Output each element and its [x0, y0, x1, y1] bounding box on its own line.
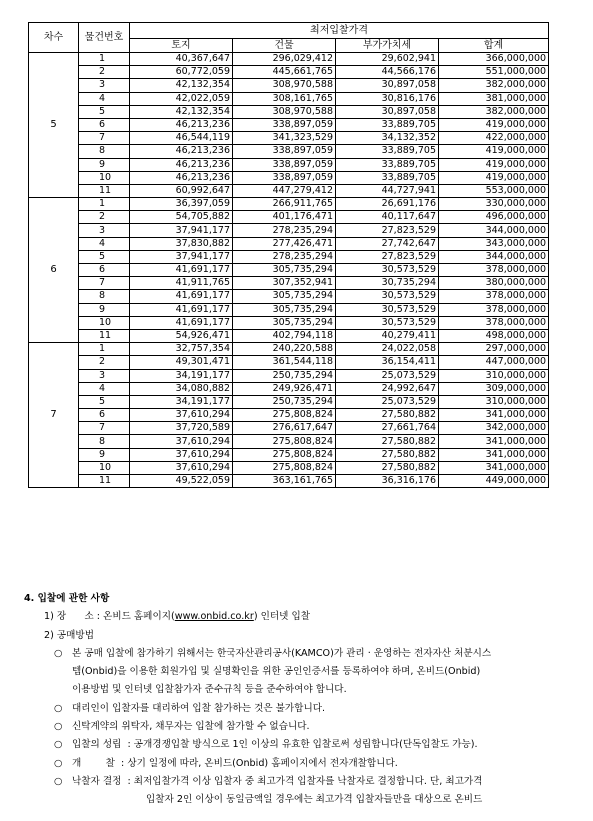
total-cell: 419,000,000 [439, 118, 549, 131]
total-cell: 449,000,000 [439, 475, 549, 488]
vat-cell: 25,073,529 [336, 395, 439, 408]
building-cell: 363,161,765 [233, 475, 336, 488]
item-no-cell: 9 [79, 448, 130, 461]
item-no-cell: 3 [79, 79, 130, 92]
item-no-cell: 2 [79, 211, 130, 224]
land-cell: 46,213,236 [130, 158, 233, 171]
total-cell: 378,000,000 [439, 303, 549, 316]
land-cell: 60,992,647 [130, 184, 233, 197]
total-cell: 419,000,000 [439, 171, 549, 184]
vat-cell: 24,022,058 [336, 343, 439, 356]
building-cell: 278,235,294 [233, 224, 336, 237]
table-row [29, 382, 549, 395]
bullet-icon: ○ [54, 721, 63, 733]
total-cell: 378,000,000 [439, 290, 549, 303]
item-no-cell: 6 [79, 264, 130, 277]
total-cell: 310,000,000 [439, 395, 549, 408]
building-cell: 305,735,294 [233, 264, 336, 277]
vat-cell: 24,992,647 [336, 382, 439, 395]
building-cell: 338,897,059 [233, 158, 336, 171]
total-cell: 382,000,000 [439, 105, 549, 118]
bullet-6-text: 낙찰자 결정 : 최저입찰가격 이상 입찰자 중 최고가격 입찰자를 낙찰자로 결정합니다. 단, 최고가격 [72, 775, 483, 787]
land-cell: 46,213,236 [130, 118, 233, 131]
item-no-cell: 4 [79, 382, 130, 395]
item-no-cell: 11 [79, 184, 130, 197]
table-row [29, 475, 549, 488]
building-cell: 249,926,471 [233, 382, 336, 395]
building-cell: 296,029,412 [233, 53, 336, 66]
item-no-cell: 5 [79, 105, 130, 118]
total-cell: 382,000,000 [439, 79, 549, 92]
table-row [29, 171, 549, 184]
land-cell: 37,720,589 [130, 422, 233, 435]
bullet-4 [24, 736, 584, 754]
bullet-6 [24, 773, 584, 791]
building-cell: 338,897,059 [233, 145, 336, 158]
item-no-cell: 2 [79, 66, 130, 79]
table-row [29, 53, 549, 66]
land-cell: 32,757,354 [130, 343, 233, 356]
total-cell: 309,000,000 [439, 382, 549, 395]
item-no-cell: 4 [79, 92, 130, 105]
building-cell: 305,735,294 [233, 303, 336, 316]
building-cell: 338,897,059 [233, 118, 336, 131]
total-cell: 422,000,000 [439, 132, 549, 145]
table-row [29, 79, 549, 92]
bullet-4-text: 입찰의 성립 : 공개경쟁입찰 방식으로 1인 이상의 유효한 입찰로써 성립합니다(단독입찰도 가능). [72, 739, 478, 751]
bullet-1 [24, 645, 584, 663]
building-cell: 278,235,294 [233, 250, 336, 263]
item-no-cell: 5 [79, 395, 130, 408]
land-cell: 49,522,059 [130, 475, 233, 488]
building-cell: 275,808,824 [233, 461, 336, 474]
total-cell: 551,000,000 [439, 66, 549, 79]
table-row [29, 211, 549, 224]
item-no-cell: 5 [79, 250, 130, 263]
vat-cell: 30,573,529 [336, 290, 439, 303]
land-cell: 37,941,177 [130, 224, 233, 237]
total-cell: 344,000,000 [439, 250, 549, 263]
vat-cell: 27,823,529 [336, 224, 439, 237]
item-no-cell: 1 [79, 343, 130, 356]
land-cell: 37,830,882 [130, 237, 233, 250]
header-vat: 부가가치세 [336, 39, 439, 53]
land-cell: 60,772,059 [130, 66, 233, 79]
total-cell: 553,000,000 [439, 184, 549, 197]
table-row [29, 118, 549, 131]
vat-cell: 33,889,705 [336, 158, 439, 171]
building-cell: 250,735,294 [233, 369, 336, 382]
table-row [29, 290, 549, 303]
building-cell: 338,897,059 [233, 171, 336, 184]
total-cell: 419,000,000 [439, 145, 549, 158]
table-row [29, 224, 549, 237]
header-round: 차수 [29, 23, 79, 53]
table-row [29, 316, 549, 329]
bullet-icon: ○ [54, 647, 63, 659]
vat-cell: 30,816,176 [336, 92, 439, 105]
item-no-cell: 1 [79, 53, 130, 66]
header-total: 합계 [439, 39, 549, 53]
item-no-cell: 3 [79, 369, 130, 382]
land-cell: 41,691,177 [130, 316, 233, 329]
place-suffix: ) 인터넷 입찰 [253, 611, 310, 623]
building-cell: 276,617,647 [233, 422, 336, 435]
table-row [29, 237, 549, 250]
land-cell: 37,610,294 [130, 435, 233, 448]
land-cell: 54,705,882 [130, 211, 233, 224]
vat-cell: 27,580,882 [336, 435, 439, 448]
building-cell: 305,735,294 [233, 316, 336, 329]
land-cell: 40,367,647 [130, 53, 233, 66]
table-row [29, 448, 549, 461]
total-cell: 310,000,000 [439, 369, 549, 382]
land-cell: 46,213,236 [130, 171, 233, 184]
total-cell: 343,000,000 [439, 237, 549, 250]
item-no-cell: 8 [79, 145, 130, 158]
total-cell: 498,000,000 [439, 329, 549, 342]
bullet-2 [24, 700, 584, 718]
item-no-cell: 1 [79, 198, 130, 211]
vat-cell: 30,573,529 [336, 303, 439, 316]
item-no-cell: 7 [79, 132, 130, 145]
item-no-cell: 10 [79, 461, 130, 474]
vat-cell: 34,132,352 [336, 132, 439, 145]
bullet-icon: ○ [54, 702, 63, 714]
vat-cell: 25,073,529 [336, 369, 439, 382]
building-cell: 361,544,118 [233, 356, 336, 369]
table-row [29, 303, 549, 316]
onbid-link[interactable]: www.onbid.co.kr [174, 611, 254, 623]
total-cell: 342,000,000 [439, 422, 549, 435]
item-no-cell: 3 [79, 224, 130, 237]
land-cell: 41,691,177 [130, 303, 233, 316]
vat-cell: 30,573,529 [336, 264, 439, 277]
total-cell: 341,000,000 [439, 461, 549, 474]
bullet-2-text: 대리인이 입찰자를 대리하여 입찰 참가하는 것은 불가합니다. [72, 702, 326, 714]
bullet-icon: ○ [54, 757, 63, 769]
bid-notes [24, 590, 584, 810]
item-no-cell: 4 [79, 237, 130, 250]
item-no-cell: 10 [79, 316, 130, 329]
bullet-1-cont-2: 이용방법 및 인터넷 입찰참가자 준수규칙 등을 준수하여야 합니다. [72, 684, 347, 696]
item-no-cell: 8 [79, 435, 130, 448]
total-cell: 366,000,000 [439, 53, 549, 66]
building-cell: 275,808,824 [233, 448, 336, 461]
vat-cell: 40,279,411 [336, 329, 439, 342]
vat-cell: 33,889,705 [336, 171, 439, 184]
item-no-cell: 11 [79, 475, 130, 488]
table-row [29, 409, 549, 422]
table-row [29, 145, 549, 158]
vat-cell: 44,727,941 [336, 184, 439, 197]
min-bid-price-table [28, 22, 549, 488]
land-cell: 34,080,882 [130, 382, 233, 395]
table-row [29, 369, 549, 382]
vat-cell: 27,742,647 [336, 237, 439, 250]
building-cell: 447,279,412 [233, 184, 336, 197]
table-row [29, 92, 549, 105]
vat-cell: 33,889,705 [336, 145, 439, 158]
table-row [29, 422, 549, 435]
building-cell: 308,970,588 [233, 79, 336, 92]
land-cell: 54,926,471 [130, 329, 233, 342]
building-cell: 275,808,824 [233, 409, 336, 422]
item-no-cell: 2 [79, 356, 130, 369]
table-row [29, 105, 549, 118]
vat-cell: 27,580,882 [336, 409, 439, 422]
vat-cell: 27,661,764 [336, 422, 439, 435]
vat-cell: 27,580,882 [336, 461, 439, 474]
vat-cell: 29,602,941 [336, 53, 439, 66]
table-row [29, 277, 549, 290]
table-row [29, 435, 549, 448]
section-title: 4. 입찰에 관한 사항 [24, 593, 110, 604]
land-cell: 46,213,236 [130, 145, 233, 158]
total-cell: 341,000,000 [439, 448, 549, 461]
item-no-cell: 6 [79, 118, 130, 131]
round-cell: 6 [29, 198, 79, 343]
building-cell: 401,176,471 [233, 211, 336, 224]
header-land: 토지 [130, 39, 233, 53]
item-no-cell: 9 [79, 303, 130, 316]
vat-cell: 36,316,176 [336, 475, 439, 488]
bullet-3-text: 신탁계약의 위탁자, 채무자는 입찰에 참가할 수 없습니다. [72, 721, 310, 733]
total-cell: 380,000,000 [439, 277, 549, 290]
item-no-cell: 7 [79, 422, 130, 435]
table-row [29, 158, 549, 171]
land-cell: 42,022,059 [130, 92, 233, 105]
table-row [29, 343, 549, 356]
land-cell: 37,610,294 [130, 461, 233, 474]
round-cell: 7 [29, 343, 79, 488]
land-cell: 36,397,059 [130, 198, 233, 211]
bullet-5-text: 개 찰 : 상기 일정에 따라, 온비드(Onbid) 홈페이지에서 전자개찰합니다. [72, 757, 398, 769]
vat-cell: 30,573,529 [336, 316, 439, 329]
item-no-cell: 9 [79, 158, 130, 171]
item-no-cell: 7 [79, 277, 130, 290]
land-cell: 41,911,765 [130, 277, 233, 290]
bullet-3 [24, 718, 584, 736]
building-cell: 240,220,588 [233, 343, 336, 356]
building-cell: 402,794,118 [233, 329, 336, 342]
total-cell: 297,000,000 [439, 343, 549, 356]
building-cell: 277,426,471 [233, 237, 336, 250]
land-cell: 34,191,177 [130, 395, 233, 408]
table-row [29, 461, 549, 474]
table-body [29, 53, 549, 488]
land-cell: 42,132,354 [130, 105, 233, 118]
table-row [29, 395, 549, 408]
bullet-icon: ○ [54, 775, 63, 787]
land-cell: 41,691,177 [130, 290, 233, 303]
table-row [29, 198, 549, 211]
vat-cell: 27,580,882 [336, 448, 439, 461]
table-row [29, 132, 549, 145]
table-row [29, 66, 549, 79]
building-cell: 275,808,824 [233, 435, 336, 448]
vat-cell: 44,566,176 [336, 66, 439, 79]
bullet-5 [24, 755, 584, 773]
item-no-cell: 10 [79, 171, 130, 184]
bullet-1-cont-1: 템(Onbid)을 이용한 회원가입 및 실명확인을 위한 공인인증서를 등록하여야 하며, 온비드(Onbid) [72, 666, 481, 678]
total-cell: 378,000,000 [439, 316, 549, 329]
land-cell: 49,301,471 [130, 356, 233, 369]
vat-cell: 30,735,294 [336, 277, 439, 290]
item-no-cell: 8 [79, 290, 130, 303]
building-cell: 308,970,588 [233, 105, 336, 118]
item-no-cell: 11 [79, 329, 130, 342]
header-min-bid-price: 최저입찰가격 [130, 23, 549, 39]
land-cell: 37,610,294 [130, 448, 233, 461]
land-cell: 37,941,177 [130, 250, 233, 263]
building-cell: 250,735,294 [233, 395, 336, 408]
land-cell: 34,191,177 [130, 369, 233, 382]
bullet-1-text: 본 공매 입찰에 참가하기 위해서는 한국자산관리공사(KAMCO)가 관리 · 운영하는 전자자산 처분시스 [72, 647, 492, 659]
header-item-no: 물건번호 [79, 23, 130, 53]
building-cell: 266,911,765 [233, 198, 336, 211]
total-cell: 344,000,000 [439, 224, 549, 237]
total-cell: 496,000,000 [439, 211, 549, 224]
header-building: 건물 [233, 39, 336, 53]
place-prefix: 1) 장 소 : 온비드 홈페이지( [44, 611, 175, 623]
bullet-icon: ○ [54, 739, 63, 751]
building-cell: 308,161,765 [233, 92, 336, 105]
total-cell: 330,000,000 [439, 198, 549, 211]
table-row [29, 184, 549, 197]
total-cell: 419,000,000 [439, 158, 549, 171]
place-line [24, 608, 584, 626]
total-cell: 341,000,000 [439, 435, 549, 448]
round-cell: 5 [29, 53, 79, 198]
building-cell: 305,735,294 [233, 290, 336, 303]
vat-cell: 30,897,058 [336, 105, 439, 118]
vat-cell: 27,823,529 [336, 250, 439, 263]
vat-cell: 36,154,411 [336, 356, 439, 369]
table-row [29, 356, 549, 369]
total-cell: 341,000,000 [439, 409, 549, 422]
table-row [29, 329, 549, 342]
total-cell: 447,000,000 [439, 356, 549, 369]
land-cell: 37,610,294 [130, 409, 233, 422]
vat-cell: 26,691,176 [336, 198, 439, 211]
table-row [29, 250, 549, 263]
building-cell: 445,661,765 [233, 66, 336, 79]
land-cell: 46,544,119 [130, 132, 233, 145]
building-cell: 341,323,529 [233, 132, 336, 145]
building-cell: 307,352,941 [233, 277, 336, 290]
item-no-cell: 6 [79, 409, 130, 422]
method-title: 2) 공매방법 [44, 629, 94, 641]
vat-cell: 40,117,647 [336, 211, 439, 224]
land-cell: 42,132,354 [130, 79, 233, 92]
bullet-6-cont: 입찰자 2인 이상이 동일금액일 경우에는 최고가격 입찰자들만을 대상으로 온비드 [146, 794, 483, 806]
vat-cell: 33,889,705 [336, 118, 439, 131]
total-cell: 381,000,000 [439, 92, 549, 105]
land-cell: 41,691,177 [130, 264, 233, 277]
total-cell: 378,000,000 [439, 264, 549, 277]
table-row [29, 264, 549, 277]
vat-cell: 30,897,058 [336, 79, 439, 92]
